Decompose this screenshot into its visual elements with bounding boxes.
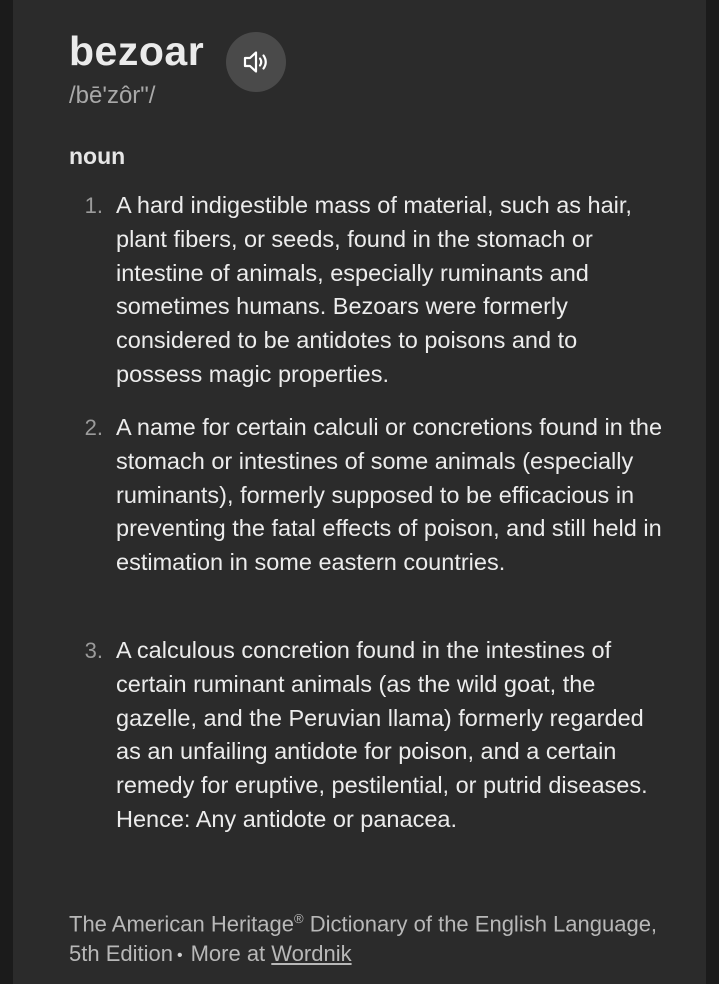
- play-pronunciation-button[interactable]: [226, 32, 286, 92]
- definition-number: 3.: [84, 638, 103, 663]
- definition-text: A name for certain calculi or concretions found in the stomach or intestines of some animals (especially ruminants), formerly supposed to be efficacious in preventing the fatal effects of poison, and still held in estimation in some eastern countries.: [116, 414, 663, 576]
- source-name-suffix: Dictionary of the English Language, 5th Edition: [69, 911, 658, 967]
- definition-card: [13, 0, 706, 984]
- definition-number: 1.: [84, 193, 103, 218]
- part-of-speech: noun: [69, 143, 126, 169]
- definition-number: 2.: [84, 415, 103, 440]
- pronunciation: /bē'zôr"/: [69, 82, 156, 109]
- wordnik-link[interactable]: Wordnik: [271, 941, 352, 967]
- definition-text: A hard indigestible mass of material, such as hair, plant fibers, or seeds, found in the stomach or intestine of animals, especially ruminants and sometimes humans. Bezoars were formerly considered to be antidotes to poisons and to possess magic properties.: [116, 192, 632, 387]
- more-at-label: More at: [190, 941, 266, 967]
- headword: bezoar: [69, 28, 205, 74]
- registered-mark: ®: [294, 911, 304, 926]
- definition-text: A calculous concretion found in the intestines of certain ruminant animals (as the wild goat, the gazelle, and the Peruvian llama) formerly regarded as an unfailing antidote for poison, and a certain remedy for eruptive, pestilential, or putrid diseases. Hence: Any antidote or panacea.: [116, 637, 648, 832]
- separator-bullet: •: [176, 946, 183, 964]
- speaker-icon: [240, 46, 272, 78]
- source-attribution: [69, 904, 689, 971]
- source-name-prefix: The American Heritage: [69, 911, 294, 937]
